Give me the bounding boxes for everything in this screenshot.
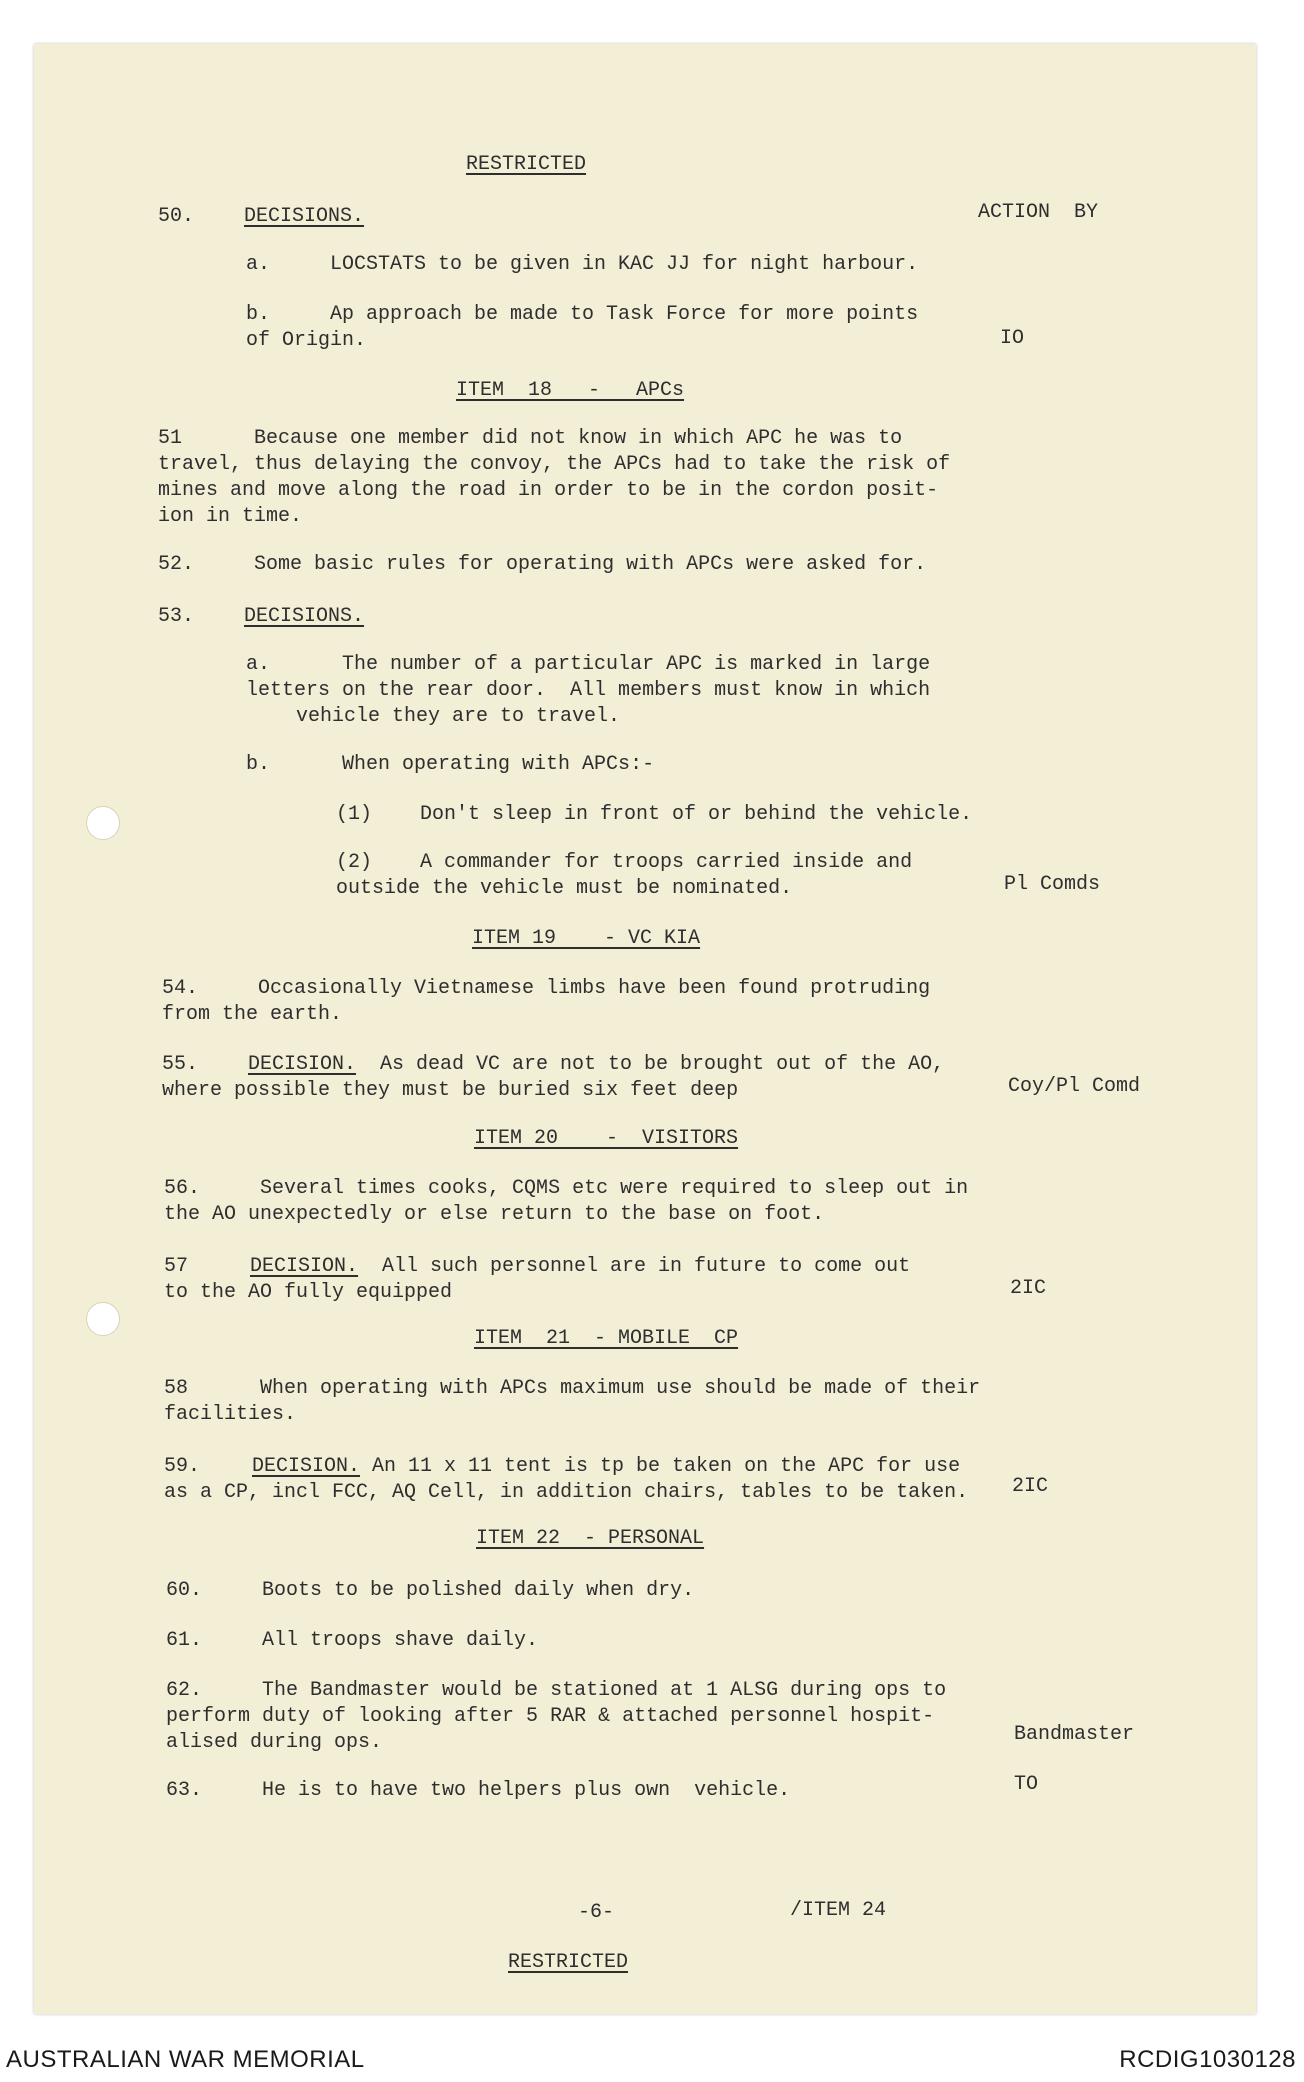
classification-footer: RESTRICTED (508, 1951, 629, 1974)
para-51-line1: 51 Because one member did not know in which APC he was to (158, 427, 903, 450)
para-63-action: TO (1014, 1773, 1039, 1796)
para-53a-line1: a. The number of a particular APC is marked in large (246, 653, 931, 676)
item-19-heading: ITEM 19 - VC KIA (472, 927, 701, 950)
para-54-line1: 54. Occasionally Vietnamese limbs have been found protruding (162, 977, 931, 1000)
para-57-title: DECISION. (250, 1255, 359, 1278)
para-62-line1: 62. The Bandmaster would be stationed at 1 ALSG during ops to (166, 1679, 947, 1702)
para-59-title: DECISION. (252, 1455, 361, 1478)
para-52-text: 52. Some basic rules for operating with APCs were asked for. (158, 553, 927, 576)
para-59-action: 2IC (1012, 1475, 1049, 1498)
para-53a-line2: letters on the rear door. All members must know in which (246, 679, 931, 702)
page-number: -6- (578, 1901, 615, 1924)
para-53b2-line2: outside the vehicle must be nominated. (336, 877, 793, 900)
item-21-heading: ITEM 21 - MOBILE CP (474, 1327, 739, 1350)
item-20-heading: ITEM 20 - VISITORS (474, 1127, 739, 1150)
para-57-number: 57 (164, 1255, 189, 1278)
para-53-title: DECISIONS. (244, 605, 365, 628)
para-59-number: 59. (164, 1455, 201, 1478)
para-62-line2: perform duty of looking after 5 RAR & attached personnel hospit- (166, 1705, 935, 1728)
para-56-line2: the AO unexpectedly or else return to the base on foot. (164, 1203, 825, 1226)
para-55-line1: As dead VC are not to be brought out of the AO, (356, 1053, 945, 1076)
punch-hole-lower (86, 1302, 120, 1336)
punch-hole-upper (86, 806, 120, 840)
para-59-line1: An 11 x 11 tent is tp be taken on the APC for use (360, 1455, 961, 1478)
action-by-column-header: ACTION BY (978, 201, 1099, 224)
para-50a-text: LOCSTATS to be given in KAC JJ for night harbour. (330, 253, 919, 276)
para-53b-line: b. When operating with APCs:- (246, 753, 655, 776)
para-50-number: 50. (158, 205, 195, 228)
para-50b-text-line2: of Origin. (246, 329, 367, 352)
para-55-line2: where possible they must be buried six feet deep (162, 1079, 739, 1102)
para-55-title: DECISION. (248, 1053, 357, 1076)
para-60-text: 60. Boots to be polished daily when dry. (166, 1579, 695, 1602)
para-51-line3: mines and move along the road in order to be in the cordon posit- (158, 479, 939, 502)
para-57-action: 2IC (1010, 1277, 1047, 1300)
para-58-line2: facilities. (164, 1403, 297, 1426)
para-55-number: 55. (162, 1053, 199, 1076)
para-54-line2: from the earth. (162, 1003, 343, 1026)
para-56-line1: 56. Several times cooks, CQMS etc were required to sleep out in (164, 1177, 969, 1200)
archive-name: AUSTRALIAN WAR MEMORIAL (6, 2046, 365, 2073)
para-62-line3: alised during ops. (166, 1731, 383, 1754)
para-53b2-line1: (2) A commander for troops carried inside and (336, 851, 913, 874)
para-51-line4: ion in time. (158, 505, 303, 528)
item-18-heading: ITEM 18 - APCs (456, 379, 685, 402)
para-50a-label: a. (246, 253, 271, 276)
para-57-line1: All such personnel are in future to come out (358, 1255, 911, 1278)
para-53-number: 53. (158, 605, 195, 628)
para-62-action: Bandmaster (1014, 1723, 1135, 1746)
para-59-line2: as a CP, incl FCC, AQ Cell, in addition chairs, tables to be taken. (164, 1481, 969, 1504)
para-53a-line3: vehicle they are to travel. (296, 705, 621, 728)
archive-reference: RCDIG1030128 (1119, 2046, 1296, 2073)
para-61-text: 61. All troops shave daily. (166, 1629, 539, 1652)
para-53-action: Pl Comds (1004, 873, 1101, 896)
item-22-heading: ITEM 22 - PERSONAL (476, 1527, 705, 1550)
para-50b-label: b. (246, 303, 271, 326)
classification-header: RESTRICTED (466, 153, 587, 176)
para-50b-text-line1: Ap approach be made to Task Force for more points (330, 303, 919, 326)
para-58-line1: 58 When operating with APCs maximum use should be made of their (164, 1377, 981, 1400)
para-53b1-text: (1) Don't sleep in front of or behind the vehicle. (336, 803, 973, 826)
para-55-action: Coy/Pl Comd (1008, 1075, 1141, 1098)
para-50-title: DECISIONS. (244, 205, 365, 228)
para-57-line2: to the AO fully equipped (164, 1281, 453, 1304)
continuation-note: /ITEM 24 (790, 1899, 887, 1922)
para-51-line2: travel, thus delaying the convoy, the APCs had to take the risk of (158, 453, 951, 476)
para-63-text: 63. He is to have two helpers plus own vehicle. (166, 1779, 791, 1802)
para-50b-action: IO (1000, 327, 1025, 350)
